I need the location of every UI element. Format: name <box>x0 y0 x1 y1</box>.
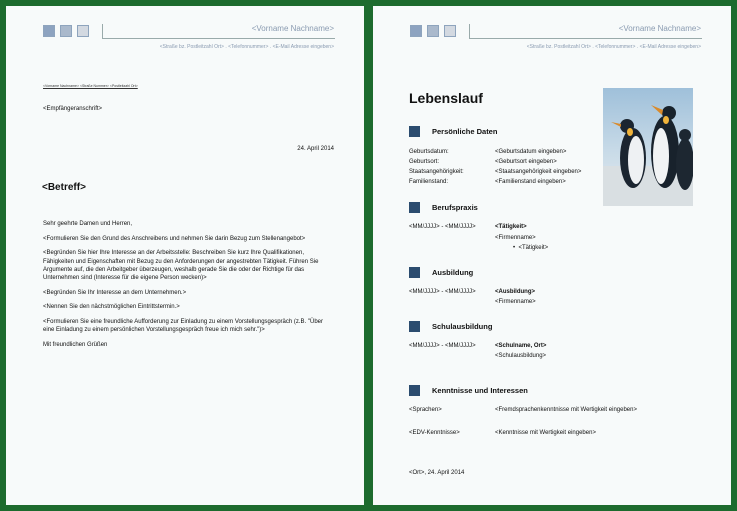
section-school <box>409 321 492 332</box>
decor-square <box>427 25 439 37</box>
personal-row <box>409 179 566 185</box>
penguin-photo <box>603 88 693 206</box>
recipient-address: <Empfängeranschrift> <box>43 106 103 112</box>
section-square-icon <box>409 267 420 278</box>
row-label: Geburtsort: <box>409 159 440 165</box>
row-label: Familienstand: <box>409 179 449 185</box>
section-square-icon <box>409 126 420 137</box>
row-label: <EDV-Kenntnisse> <box>409 430 460 436</box>
header-name: <Vorname Nachname> <box>618 24 701 33</box>
row-value: <Kenntnisse mit Wertigkeit eingeben> <box>495 430 596 436</box>
row-value: <Geburtsort eingeben> <box>495 159 557 165</box>
row-label: Geburtsdatum: <box>409 149 449 155</box>
letter-subject: <Betreff> <box>42 182 86 193</box>
row-value: <Staatsangehörigkeit eingeben> <box>495 169 582 175</box>
cv-place-date: <Ort>, 24. April 2014 <box>409 470 465 476</box>
section-title: Schulausbildung <box>432 322 493 331</box>
education-role: <Ausbildung> <box>495 289 536 295</box>
personal-row <box>409 169 582 175</box>
letter-paragraph: <Nennen Sie den nächstmöglichen Eintrittstermin.> <box>43 304 180 311</box>
education-row <box>409 289 536 295</box>
school-name: <Schulname, Ort> <box>495 343 547 349</box>
section-skills <box>409 385 528 396</box>
decor-square <box>77 25 89 37</box>
work-row <box>409 224 527 230</box>
letter-paragraph: <Begründen Sie Ihr Interesse an dem Unternehmen.> <box>43 289 187 296</box>
header-name: <Vorname Nachname> <box>251 24 334 33</box>
row-label: Staatsangehörigkeit: <box>409 169 464 175</box>
skills-row <box>409 407 637 413</box>
salutation: Sehr geehrte Damen und Herren, <box>43 221 133 227</box>
letter-paragraph: <Formulieren Sie den Grund des Anschreibens und nehmen Sie darin Bezug zum Stellenangebot> <box>43 235 306 242</box>
sender-line: <Vorname Nachname> <Straße Nummer> <Postleitzahl Ort> <box>43 84 138 88</box>
header-squares <box>43 25 89 37</box>
decor-square <box>43 25 55 37</box>
header-contact: <Straße bz. Postleitzahl Ort> . <Telefonnummer> . <E-Mail Adresse eingeben> <box>526 44 701 50</box>
cover-letter-page <box>6 6 364 505</box>
section-title: Ausbildung <box>432 268 474 277</box>
cv-page <box>373 6 731 505</box>
work-role: <Tätigkeit> <box>495 224 527 230</box>
section-personal <box>409 126 497 137</box>
work-bullet: • <Tätigkeit> <box>513 245 549 251</box>
bullet-text: <Tätigkeit> <box>518 245 549 251</box>
decor-square <box>410 25 422 37</box>
section-education <box>409 267 473 278</box>
section-title: Berufspraxis <box>432 203 478 212</box>
row-value: <Geburtsdatum eingeben> <box>495 149 567 155</box>
school-row <box>409 343 547 349</box>
school-detail: <Schulausbildung> <box>495 353 547 359</box>
date-range: <MM/JJJJ> - <MM/JJJJ> <box>409 343 476 349</box>
row-value: <Fremdsprachenkenntnisse mit Wertigkeit eingeben> <box>495 407 637 413</box>
cv-title: Lebenslauf <box>409 90 483 106</box>
section-title: Persönliche Daten <box>432 127 498 136</box>
education-company: <Firmenname> <box>495 299 536 305</box>
skills-row <box>409 430 596 436</box>
work-company: <Firmenname> <box>495 235 536 241</box>
section-square-icon <box>409 385 420 396</box>
letter-paragraph: <Begründen Sie hier Ihre Interesse an der Arbeitsstelle: Beschreiben Sie kurz Ihre Qualifikationen, Fähigkeiten und Eigenschaften mit Bezug zu den Anforderungen der angestrebten Tätigkeit. Führen Sie Argumente auf, die den Arbeitgeber überzeugen, weshalb gerade Sie die oder der Richtige für das Unternehmen sind (Interesse für die eigene Person wecken)> <box>43 250 319 282</box>
date-range: <MM/JJJJ> - <MM/JJJJ> <box>409 224 476 230</box>
row-value: <Familienstand eingeben> <box>495 179 566 185</box>
header-contact: <Straße bz. Postleitzahl Ort> . <Telefonnummer> . <E-Mail Adresse eingeben> <box>159 44 334 50</box>
personal-row <box>409 159 557 165</box>
section-work <box>409 202 478 213</box>
personal-row <box>409 149 567 155</box>
section-title: Kenntnisse und Interessen <box>432 386 528 395</box>
letter-paragraph: <Formulieren Sie eine freundliche Aufforderung zur Einladung zu einem Vorstellungsgespräch (z.B. "Über eine Einladung zu einem persönlichen Vorstellungsgespräch freue ich mich sehr.")> <box>43 319 324 334</box>
row-label: <Sprachen> <box>409 407 442 413</box>
date-range: <MM/JJJJ> - <MM/JJJJ> <box>409 289 476 295</box>
closing: Mit freundlichen Grüßen <box>43 342 108 349</box>
decor-square <box>444 25 456 37</box>
letter-date: 24. April 2014 <box>297 146 334 152</box>
header-squares <box>410 25 456 37</box>
section-square-icon <box>409 202 420 213</box>
section-square-icon <box>409 321 420 332</box>
decor-square <box>60 25 72 37</box>
letter-body <box>43 220 333 356</box>
